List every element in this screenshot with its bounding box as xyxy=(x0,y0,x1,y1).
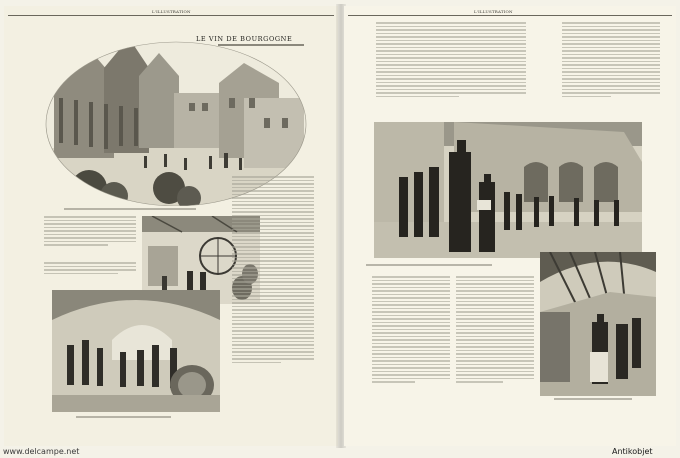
right-text-top-2 xyxy=(562,22,660,99)
gallery-caption xyxy=(554,398,632,400)
cellar-caption xyxy=(76,416,171,418)
left-page xyxy=(4,6,338,446)
left-text-column-2 xyxy=(44,262,136,276)
right-running-head-title: L'ILLUSTRATION xyxy=(474,9,513,14)
article-title: LE VIN DE BOURGOGNE xyxy=(196,35,293,43)
right-header-rule xyxy=(348,15,672,16)
right-text-column-1 xyxy=(372,276,450,385)
cellar-illustration xyxy=(52,290,220,412)
footer-url: www.delcampe.net xyxy=(3,447,80,456)
footer-brand: Antikobjet xyxy=(612,447,653,456)
courtyard-caption xyxy=(64,208,196,210)
gallery-illustration xyxy=(540,252,656,396)
left-header-rule xyxy=(8,15,334,16)
left-text-column-3 xyxy=(232,176,314,365)
right-text-top xyxy=(376,22,526,99)
left-text-column-1 xyxy=(44,216,136,248)
wine-auction-illustration xyxy=(374,122,642,258)
left-running-head-title: L'ILLUSTRATION xyxy=(152,9,191,14)
right-page xyxy=(344,6,676,446)
right-text-column-2 xyxy=(456,276,534,385)
auction-caption xyxy=(366,264,492,266)
